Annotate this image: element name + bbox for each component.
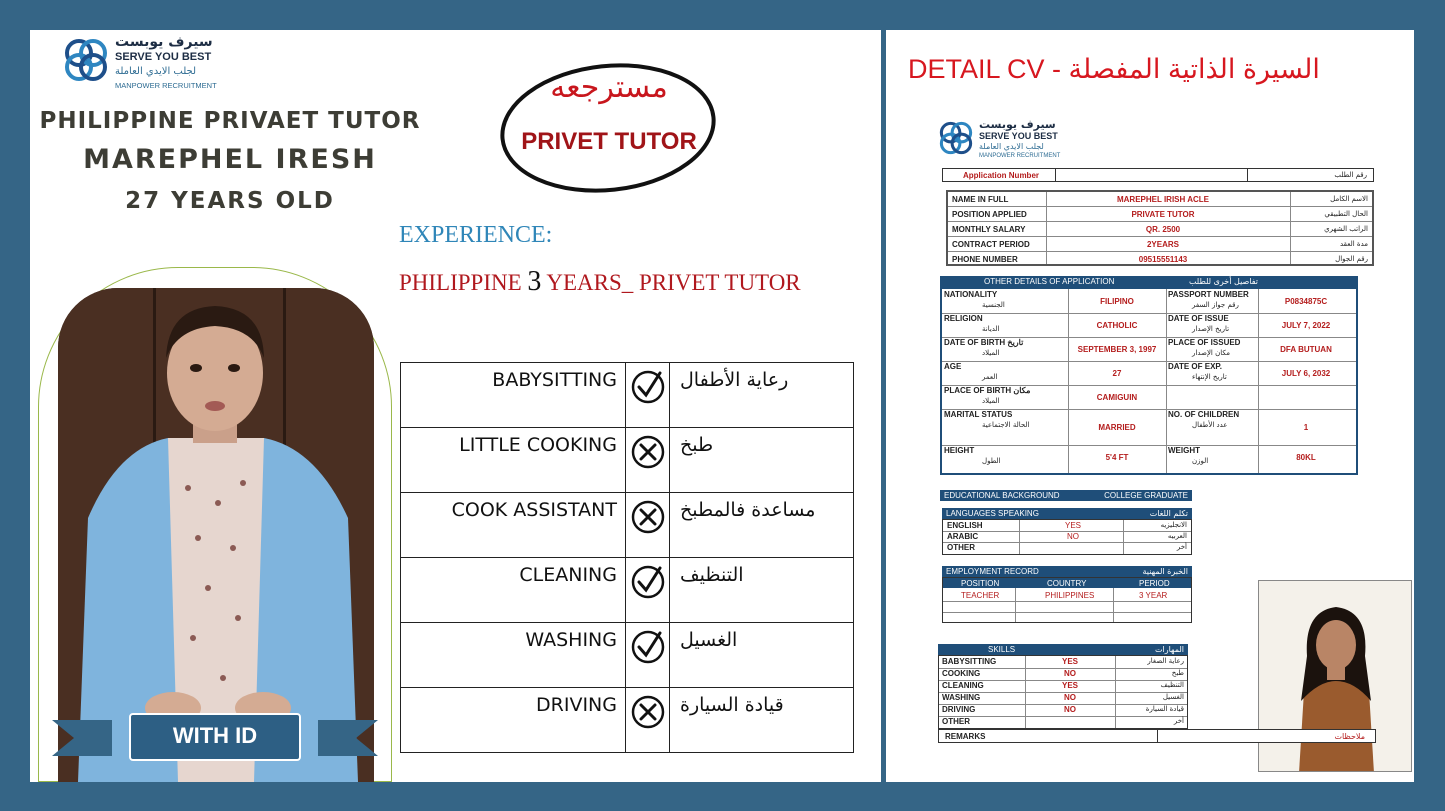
experience-line: [399, 266, 801, 298]
skill-status-cell: [626, 688, 670, 753]
skill-english: WASHING: [401, 623, 626, 688]
other-label-2-ar: تاريخ الإصدار: [1192, 325, 1230, 333]
badge-english: PRIVET TUTOR: [521, 128, 697, 155]
education-value: COLLEGE GRADUATE: [1104, 491, 1188, 500]
cv-skill-arabic: التنظيف: [1160, 681, 1184, 689]
skill-english: COOK ASSISTANT: [401, 493, 626, 558]
cv-skills-table: [938, 655, 1188, 729]
other-label-2: WEIGHT: [1168, 446, 1200, 455]
other-label-2: DATE OF EXP.: [1168, 362, 1222, 371]
personal-value: PRIVATE TUTOR: [1131, 210, 1195, 219]
company-logo: [60, 34, 260, 92]
cv-skills-header: [938, 644, 1188, 655]
cv-logo-subtitle: MANPOWER RECRUITMENT: [979, 153, 1061, 159]
cv-candidate-photo: [1258, 580, 1412, 772]
row-divider: [939, 716, 1187, 717]
col-divider: [1068, 289, 1069, 473]
personal-label: MONTHLY SALARY: [952, 225, 1026, 234]
personal-arabic: الحال التطبيقي: [1324, 210, 1368, 218]
language-value: YES: [1064, 521, 1081, 530]
personal-arabic: رقم الجوال: [1335, 255, 1368, 263]
language-name: OTHER: [947, 543, 975, 552]
other-label-2-ar: مكان الإصدار: [1192, 349, 1230, 357]
employment-col-period: PERIOD: [1139, 579, 1170, 588]
other-label-1-ar: الميلاد: [982, 349, 1000, 357]
cv-skill-value: YES: [1061, 681, 1078, 690]
cv-logo-rings-icon: [936, 118, 976, 158]
other-label-1: MARITAL STATUS: [944, 410, 1013, 419]
skill-row: [401, 363, 854, 428]
personal-label: PHONE NUMBER: [952, 255, 1018, 264]
check-circle-icon: [630, 564, 666, 600]
skill-arabic: مساعدة فالمطبخ: [670, 493, 854, 558]
employment-title: EMPLOYMENT RECORD: [946, 567, 1039, 576]
cv-skills-title: SKILLS: [988, 645, 1016, 654]
skill-row: [401, 688, 854, 753]
remarks-label: REMARKS: [945, 732, 986, 741]
skill-arabic: قيادة السيارة: [670, 688, 854, 753]
profile-panel: [30, 30, 881, 782]
other-details-header: [940, 276, 1358, 287]
employment-country: PHILIPPINES: [1045, 591, 1095, 600]
col-divider: [1258, 289, 1259, 473]
languages-header: [942, 508, 1192, 519]
other-label-2-ar: عدد الأطفال: [1192, 421, 1228, 429]
cv-skill-arabic: قيادة السيارة: [1145, 705, 1184, 713]
cv-title: DETAIL CV - السيرة الذاتية المفصلة: [908, 54, 1320, 84]
other-label-1-ar: العمر: [982, 373, 998, 381]
employment-col-bar: [943, 578, 1191, 588]
title-age: 27 YEARS OLD: [125, 188, 335, 214]
other-label-1-ar: الديانة: [982, 325, 1000, 333]
id-banner-label: WITH ID: [172, 723, 258, 748]
row-divider: [942, 313, 1356, 314]
personal-value: QR. 2500: [1145, 225, 1181, 234]
col-divider: [1290, 192, 1291, 264]
other-label-1: RELIGION: [944, 314, 983, 323]
skill-english: DRIVING: [401, 688, 626, 753]
education-bar: [940, 490, 1192, 501]
check-circle-icon: [630, 629, 666, 665]
badge-arabic: مسترجعه: [550, 70, 668, 105]
row-divider: [943, 542, 1191, 543]
language-arabic: أخر: [1176, 543, 1187, 551]
employment-table: [942, 577, 1192, 623]
employment-header: [942, 566, 1192, 577]
application-number-label: Application Number: [963, 171, 1040, 180]
skill-english: CLEANING: [401, 558, 626, 623]
cv-document: [936, 112, 1376, 780]
row-divider: [948, 221, 1372, 222]
employment-period: 3 YEAR: [1139, 591, 1168, 600]
row-divider: [948, 236, 1372, 237]
skill-arabic: الغسيل: [670, 623, 854, 688]
personal-arabic: الاسم الكامل: [1330, 195, 1368, 203]
personal-value: 09515551143: [1138, 255, 1188, 264]
other-value-2: DFA BUTUAN: [1280, 345, 1332, 354]
personal-arabic: مدة العقد: [1340, 240, 1368, 248]
employment-title-ar: الخبرة المهنية: [1142, 567, 1188, 576]
other-label-1: AGE: [944, 362, 962, 371]
other-label-1: DATE OF BIRTH تاريخ: [944, 338, 1024, 347]
skill-status-cell: [626, 623, 670, 688]
personal-arabic: الراتب الشهري: [1324, 225, 1368, 233]
other-value-1: 5'4 FT: [1105, 453, 1129, 462]
other-label-2: NO. OF CHILDREN: [1168, 410, 1240, 419]
col-divider: [1025, 656, 1026, 728]
employment-col-country: COUNTRY: [1047, 579, 1087, 588]
other-value-1: 27: [1112, 369, 1122, 378]
other-label-1-ar: الميلاد: [982, 397, 1000, 405]
col-divider: [1046, 192, 1047, 264]
candidate-photo: [58, 288, 374, 782]
languages-title-ar: تكلم اللغات: [1149, 509, 1188, 518]
other-details-table: [940, 287, 1358, 475]
other-label-1-ar: الطول: [982, 457, 1001, 465]
languages-title: LANGUAGES SPEAKING: [946, 509, 1039, 518]
other-label-2: PLACE OF ISSUED: [1168, 338, 1241, 347]
cv-skill-value: NO: [1064, 693, 1076, 702]
language-value: NO: [1067, 532, 1079, 541]
col-divider: [1019, 520, 1020, 554]
logo-arabic: سيرف يوبست: [115, 34, 213, 50]
other-label-2: DATE OF ISSUE: [1168, 314, 1229, 323]
experience-label: EXPERIENCE:: [399, 222, 553, 248]
language-name: ENGLISH: [947, 521, 983, 530]
cv-logo-english: SERVE YOU BEST: [979, 131, 1058, 141]
other-value-1: SEPTEMBER 3, 1997: [1077, 345, 1157, 354]
skill-row: [401, 623, 854, 688]
skill-arabic: طبخ: [670, 428, 854, 493]
cross-circle-icon: [630, 694, 666, 730]
other-label-2-ar: رقم جواز السفر: [1192, 301, 1239, 309]
skill-status-cell: [626, 363, 670, 428]
skill-row: [401, 493, 854, 558]
other-value-2: P0834875C: [1284, 297, 1328, 306]
skill-row: [401, 558, 854, 623]
cross-circle-icon: [630, 499, 666, 535]
application-number-ar: رقم الطلب: [1334, 171, 1367, 179]
other-details-title: OTHER DETAILS OF APPLICATION: [984, 277, 1115, 286]
experience-years: 3: [527, 266, 542, 297]
personal-details: [946, 190, 1374, 266]
cv-skill-name: OTHER: [942, 717, 970, 726]
candidate-illustration: [58, 288, 374, 782]
logo-arabic-sub: لجلب الايدي العاملة: [115, 66, 197, 77]
col-divider: [1166, 289, 1167, 473]
personal-label: CONTRACT PERIOD: [952, 240, 1030, 249]
row-divider: [948, 251, 1372, 252]
cv-skill-arabic: طبخ: [1171, 669, 1184, 677]
cv-skills-title-ar: المهارات: [1154, 645, 1184, 654]
cv-logo: [936, 118, 1066, 162]
skill-arabic: التنظيف: [670, 558, 854, 623]
other-details-title-ar: تفاصيل أخرى للطلب: [1188, 277, 1258, 286]
cv-skill-value: YES: [1061, 657, 1078, 666]
skill-english: BABYSITTING: [401, 363, 626, 428]
other-label-1: NATIONALITY: [944, 290, 998, 299]
other-label-2-ar: الوزن: [1192, 457, 1209, 465]
personal-label: NAME IN FULL: [952, 195, 1009, 204]
language-arabic: العربيه: [1167, 532, 1187, 540]
skill-status-cell: [626, 558, 670, 623]
other-label-2: PASSPORT NUMBER: [1168, 290, 1249, 299]
other-value-2: JULY 6, 2032: [1281, 369, 1331, 378]
other-label-1-ar: الحالة الاجتماعية: [982, 421, 1030, 429]
logo-english: SERVE YOU BEST: [115, 51, 212, 63]
skill-english: LITTLE COOKING: [401, 428, 626, 493]
col-divider: [1123, 520, 1124, 554]
cv-logo-arabic: سيرف يوبست: [979, 118, 1056, 131]
other-value-1: FILIPINO: [1100, 297, 1134, 306]
other-value-2: JULY 7, 2022: [1281, 321, 1331, 330]
other-label-2-ar: تاريخ الإنتهاء: [1192, 373, 1227, 381]
employment-position: TEACHER: [961, 591, 1000, 600]
other-value-1: CATHOLIC: [1096, 321, 1138, 330]
other-label-1: PLACE OF BIRTH مكان: [944, 386, 1031, 395]
row-divider: [948, 206, 1372, 207]
other-value-2: 1: [1303, 423, 1309, 432]
cv-candidate-illustration: [1259, 581, 1412, 772]
language-name: ARABIC: [947, 532, 979, 541]
remarks-row: [938, 729, 1376, 743]
skill-arabic: رعاية الأطفال: [670, 363, 854, 428]
title-name: MAREPHEL IRESH: [83, 144, 377, 175]
employment-col-position: POSITION: [961, 579, 1000, 588]
skill-status-cell: [626, 493, 670, 558]
experience-country: PHILIPPINE: [399, 270, 522, 295]
language-arabic: الانجليزيه: [1160, 521, 1187, 529]
application-number-row: [942, 168, 1374, 182]
education-label: EDUCATIONAL BACKGROUND: [944, 491, 1060, 500]
row-divider: [942, 361, 1356, 362]
remarks-ar: ملاحظات: [1334, 732, 1365, 741]
col-divider: [1115, 656, 1116, 728]
personal-value: MAREPHEL IRISH ACLE: [1116, 195, 1209, 204]
personal-value: 2YEARS: [1146, 240, 1179, 249]
other-label-1-ar: الجنسية: [982, 301, 1005, 309]
logo-subtitle: MANPOWER RECRUITMENT: [115, 81, 217, 90]
skill-status-cell: [626, 428, 670, 493]
cv-panel: [886, 30, 1414, 782]
cv-skill-value: NO: [1064, 705, 1076, 714]
logo-rings-icon: [60, 34, 112, 86]
cv-skill-name: COOKING: [942, 669, 981, 678]
other-value-1: CAMIGUIN: [1096, 393, 1138, 402]
skill-row: [401, 428, 854, 493]
other-value-2: 80KL: [1296, 453, 1316, 462]
cv-skill-name: WASHING: [942, 693, 981, 702]
cv-skill-name: DRIVING: [942, 705, 976, 714]
cv-skill-name: CLEANING: [942, 681, 984, 690]
cv-skill-arabic: رعاية الصغار: [1147, 657, 1184, 665]
check-circle-icon: [630, 369, 666, 405]
personal-label: POSITION APPLIED: [952, 210, 1027, 219]
row-divider: [942, 445, 1356, 446]
cv-skill-name: BABYSITTING: [942, 657, 997, 666]
other-label-1: HEIGHT: [944, 446, 975, 455]
skills-table: [400, 362, 854, 753]
title-position: PHILIPPINE PRIVAET TUTOR: [39, 108, 421, 134]
cv-skill-arabic: الغسيل: [1162, 693, 1184, 701]
other-value-1: MARRIED: [1098, 423, 1136, 432]
cv-skill-arabic: أخر: [1173, 717, 1184, 725]
languages-table: [942, 519, 1192, 555]
experience-rest: YEARS_ PRIVET TUTOR: [546, 270, 801, 295]
cv-skill-value: NO: [1064, 669, 1076, 678]
cv-logo-arabic-sub: لجلب الايدي العاملة: [979, 142, 1044, 151]
cross-circle-icon: [630, 434, 666, 470]
